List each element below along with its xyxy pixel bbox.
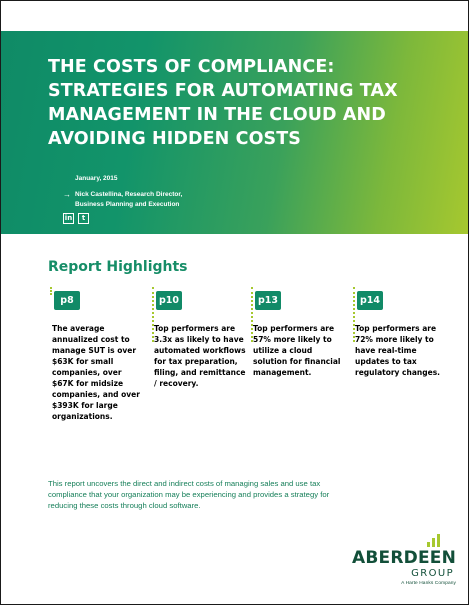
- logo-bar: [432, 538, 435, 547]
- dotted-divider: [50, 287, 52, 295]
- page-badge: p10: [156, 291, 182, 310]
- page-badge: p13: [255, 291, 281, 310]
- highlight-text: Top performers are 3.3x as likely to have automated workflows for tax preparation, filing, and remittance / recovery.: [154, 324, 246, 388]
- brand-group: GROUP: [411, 568, 454, 579]
- page-badge: p8: [54, 291, 80, 310]
- aberdeen-logo: [348, 534, 456, 598]
- author-role-line-1: Research Director,: [124, 191, 183, 198]
- social-links: [63, 213, 89, 224]
- report-summary: This report uncovers the direct and indirect costs of managing sales and use tax compliance that your organization may be experiencing and provides a strategy for reducing these costs through cloud software.: [48, 479, 330, 510]
- report-highlights-title: Report Highlights: [48, 259, 188, 275]
- highlight-text: The average annualized cost to manage SUT is over $63K for small companies, over $67K for midsize companies, and over $393K for large organizations.: [52, 324, 140, 421]
- hero-banner: [1, 1, 468, 234]
- highlight-card: [249, 287, 341, 432]
- brand-name: ABERDEEN: [352, 548, 456, 568]
- bar-chart-icon: [427, 534, 445, 547]
- top-white-strip: [1, 1, 468, 31]
- publication-date: January, 2015: [75, 175, 118, 182]
- author-name: Nick Castellina,: [75, 191, 124, 198]
- author-text: [75, 190, 182, 210]
- highlight-text: Top performers are 72% more likely to have real-time updates to tax regulatory changes.: [355, 324, 441, 377]
- author-block: [63, 190, 182, 210]
- brand-tagline: A Harte Hanks Company: [401, 581, 456, 586]
- author-role-line-2: Business Planning and Execution: [75, 201, 180, 208]
- highlight-text: Top performers are 57% more likely to utilize a cloud solution for financial management.: [253, 324, 341, 377]
- highlight-card: [150, 287, 246, 432]
- linkedin-icon[interactable]: in: [64, 214, 73, 222]
- page-badge: p14: [357, 291, 383, 310]
- report-title: THE COSTS OF COMPLIANCE: STRATEGIES FOR AUTOMATING TAX MANAGEMENT IN THE CLOUD AND AVOIDING HIDDEN COSTS: [48, 57, 398, 149]
- arrow-right-icon: →: [63, 190, 71, 199]
- twitter-icon[interactable]: t: [78, 213, 89, 224]
- highlight-card: [351, 287, 443, 432]
- logo-bar: [427, 542, 430, 547]
- highlight-card: [48, 287, 140, 432]
- logo-bar: [437, 534, 440, 547]
